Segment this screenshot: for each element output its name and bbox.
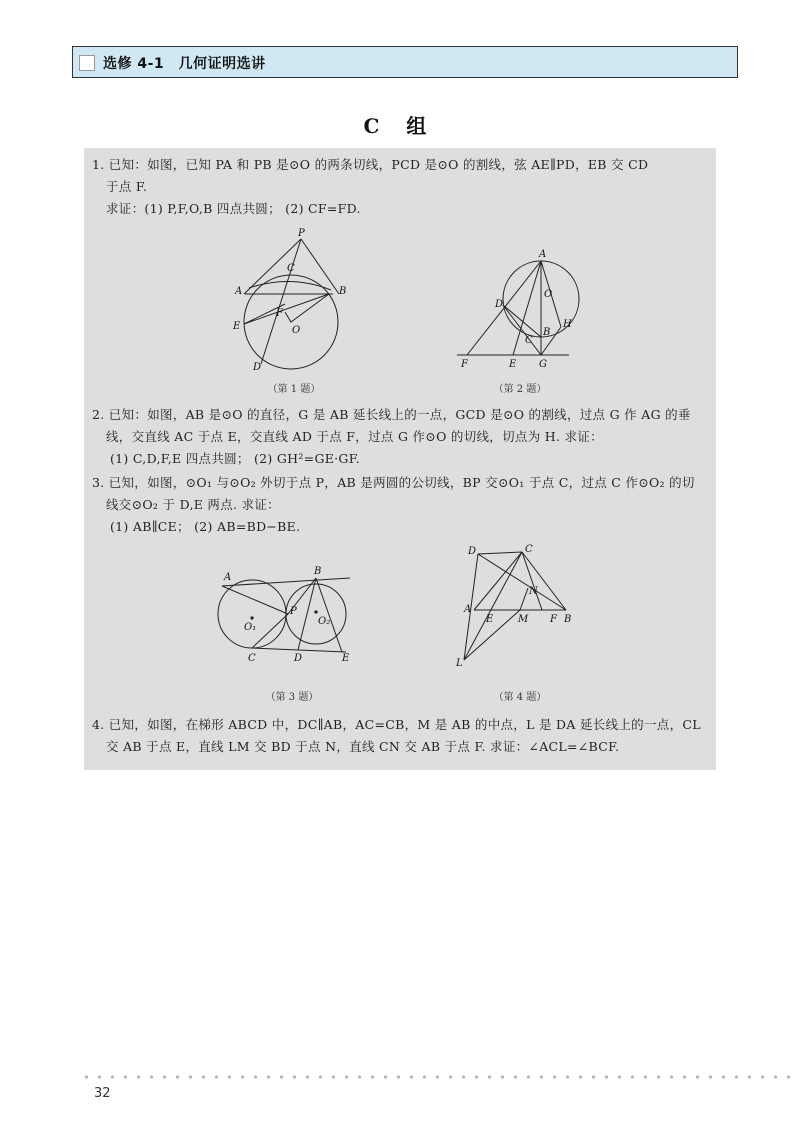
header-square-marker: [79, 55, 95, 71]
fig4-label-n: N: [529, 586, 538, 597]
fig1-label-c: C: [287, 263, 295, 274]
fig3-line-bpc: [252, 578, 316, 648]
fig4-label-b: B: [564, 614, 572, 625]
problem-3-line-3: (1) AB∥CE； (2) AB=BD−BE.: [110, 519, 301, 534]
fig3-label-o2: O₂: [318, 616, 331, 627]
figure-2: [447, 249, 577, 370]
fig1-label-o: O: [292, 325, 301, 336]
fig4-line-cl: [464, 552, 522, 660]
fig4-line-ca: [474, 552, 522, 610]
problem-3-line-2: 线交⊙O₂ 于 D,E 两点. 求证：: [106, 497, 280, 512]
fig2-label-o: O: [544, 289, 553, 300]
fig3-tangent-ce: [252, 648, 346, 652]
figure-1-drawing: [229, 228, 359, 373]
fig4-line-cnf: [522, 552, 542, 610]
fig4-label-m: M: [518, 614, 529, 625]
fig2-label-g: G: [539, 359, 547, 370]
fig4-top-dc: [478, 552, 522, 554]
figure-2-caption: （第 2 题）: [493, 384, 547, 395]
problem-1-line-1: 1. 已知：如图，已知 PA 和 PB 是⊙O 的两条切线，PCD 是⊙O 的割线，弦 AE∥PD，EB 交 CD: [92, 157, 649, 172]
fig4-label-d: D: [468, 546, 477, 557]
problem-3-line-1: 3. 已知，如图，⊙O₁ 与⊙O₂ 外切于点 P，AB 是两圆的公切线，BP 交⊙O₁ 于点 C，过点 C 作⊙O₂ 的切: [92, 475, 695, 490]
fig2-label-a: A: [539, 249, 547, 260]
fig4-label-l: L: [456, 658, 463, 669]
group-title: C 组: [363, 114, 437, 138]
figure-4-drawing: [454, 544, 574, 673]
fig1-chord-eb: [244, 294, 329, 324]
fig3-label-o1: O₁: [244, 622, 257, 633]
fig2-label-b: B: [543, 327, 551, 338]
fig3-label-c: C: [248, 653, 256, 664]
problem-2-line-1: 2. 已知：如图，AB 是⊙O 的直径，G 是 AB 延长线上的一点，GCD 是⊙O 的割线，过点 G 作 AG 的垂: [92, 407, 691, 422]
fig2-label-e: E: [509, 359, 517, 370]
figure-1-caption: （第 1 题）: [267, 384, 321, 395]
fig3-center-o2: [314, 610, 317, 613]
figure-4-caption: （第 4 题）: [493, 692, 547, 703]
fig3-center-o1: [250, 616, 253, 619]
fig3-label-a: A: [224, 572, 232, 583]
fig4-label-e: E: [486, 614, 494, 625]
fig3-line-ap: [222, 586, 288, 614]
figure-2-drawing: [447, 249, 577, 370]
footer-dotted-rule: [80, 1075, 792, 1079]
figure-1: [229, 228, 359, 373]
fig4-label-a: A: [464, 604, 472, 615]
fig2-label-f: F: [461, 359, 468, 370]
fig2-label-d: D: [495, 299, 504, 310]
fig2-label-h: H: [563, 319, 572, 330]
problem-2-line-2: 线，交直线 AC 于点 E，交直线 AD 于点 F，过点 G 作⊙O 的切线，切点为 H. 求证：: [106, 429, 603, 444]
fig3-label-e: E: [342, 653, 350, 664]
chapter-header-bar: [72, 46, 738, 78]
fig2-secant-gd: [503, 305, 541, 355]
fig1-label-d: D: [253, 362, 262, 373]
figure-3: [214, 566, 354, 664]
fig1-label-b: B: [339, 286, 347, 297]
chapter-title: 选修 4-1 几何证明选讲: [103, 56, 266, 72]
problem-box: [84, 148, 716, 770]
fig2-label-c: C: [525, 335, 533, 346]
fig4-label-f: F: [550, 614, 557, 625]
problem-1-line-3: 求证：(1) P,F,O,B 四点共圆； (2) CF=FD.: [106, 201, 361, 216]
fig3-label-b: B: [314, 566, 322, 577]
fig3-circle-o1: [218, 580, 286, 648]
problem-1-line-2: 于点 F.: [106, 179, 148, 194]
problem-2-line-3: (1) C,D,F,E 四点共圆； (2) GH²=GE·GF.: [110, 451, 361, 466]
fig1-label-e: E: [233, 321, 241, 332]
problem-4-line-2: 交 AB 于点 E，直线 LM 交 BD 于点 N，直线 CN 交 AB 于点 F. 求证：∠ACL=∠BCF.: [106, 739, 620, 754]
fig4-label-c: C: [525, 544, 533, 555]
fig1-radius-ob: [285, 294, 329, 322]
fig1-label-f: F: [276, 308, 283, 319]
figure-3-caption: （第 3 题）: [265, 692, 319, 703]
page-number: 32: [94, 1086, 111, 1101]
fig4-line-db: [478, 554, 566, 610]
fig1-label-a: A: [235, 286, 243, 297]
fig3-label-d: D: [294, 653, 303, 664]
fig1-label-p: P: [298, 228, 305, 239]
figure-3-drawing: [214, 566, 354, 664]
figure-4: [454, 544, 574, 673]
problem-4-line-1: 4. 已知，如图，在梯形 ABCD 中，DC∥AB，AC=CB，M 是 AB 的中点，L 是 DA 延长线上的一点，CL: [92, 717, 701, 732]
fig4-line-cb: [522, 552, 566, 610]
fig3-label-p: P: [290, 606, 297, 617]
